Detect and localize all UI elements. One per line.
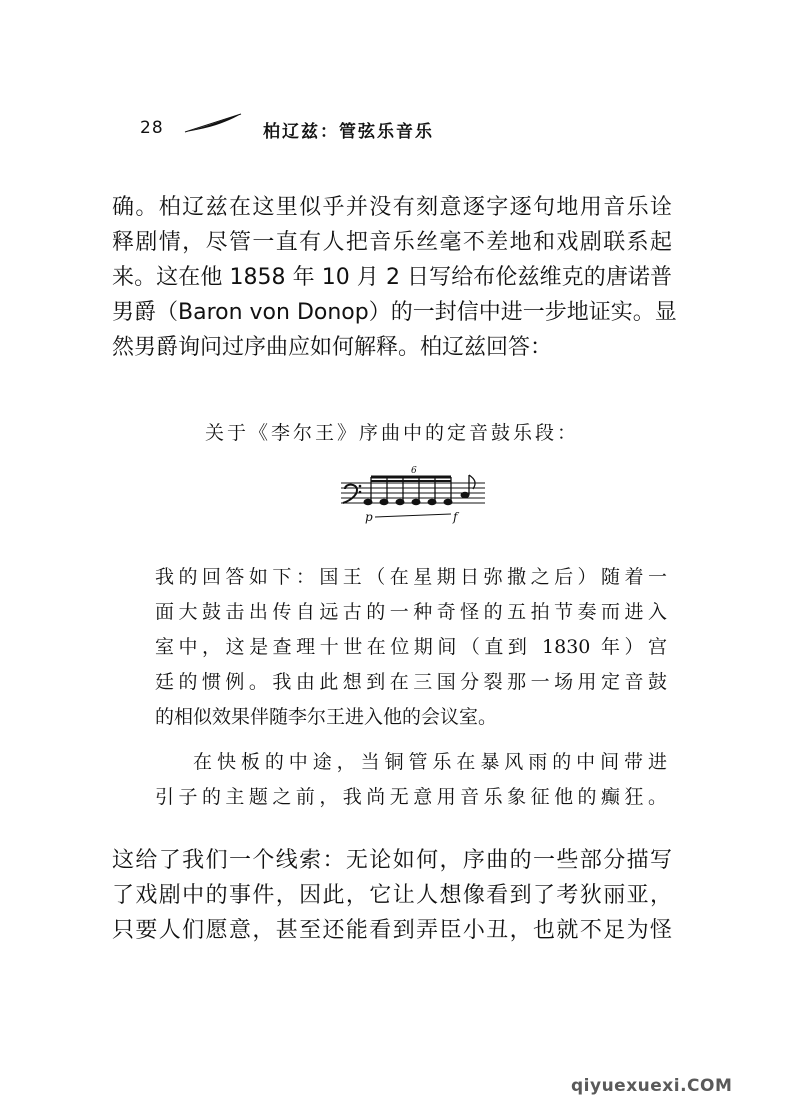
text-line: 然男爵询问过序曲应如何解释。柏辽兹回答： — [112, 335, 553, 360]
timpani-score-excerpt — [339, 465, 489, 525]
text-line: 在快板的中途，当铜管乐在暴风雨的中间带进 — [193, 751, 667, 773]
block-quote-1 — [155, 560, 667, 735]
bass-clef-icon — [343, 485, 361, 503]
text-line: 室中，这是查理十世在位期间（直到 1830 年）宫 — [155, 636, 667, 658]
text-line: 引子的主题之前，我尚无意用音乐象征他的癫狂。 — [155, 786, 667, 808]
tuplet-number: 6 — [411, 466, 417, 476]
text-line: 男爵（Baron von Donop）的一封信中进一步地证实。显 — [112, 300, 677, 325]
dynamic-forte: f — [453, 510, 458, 524]
text-line: 确。柏辽兹在这里似乎并没有刻意逐字逐句地用音乐诠 — [112, 195, 672, 220]
text-line: 这给了我们一个线索：无论如何，序曲的一些部分描写 — [112, 848, 672, 873]
block-quote-2 — [155, 745, 667, 815]
dynamic-piano: p — [365, 510, 373, 524]
quote-intro: 关于《李尔王》序曲中的定音鼓乐段： — [205, 422, 580, 444]
text-line: 我的回答如下：国王（在星期日弥撒之后）随着一 — [155, 566, 667, 588]
text-line: 释剧情，尽管一直有人把音乐丝毫不差地和戏剧联系起 — [112, 230, 672, 255]
text-line: 只要人们愿意，甚至还能看到弄臣小丑，也就不足为怪 — [112, 918, 672, 943]
body-paragraph-2 — [112, 843, 672, 948]
body-paragraph-1 — [112, 190, 677, 365]
beamed-notes — [364, 475, 475, 505]
text-line: 来。这在他 1858 年 10 月 2 日写给布伦兹维克的唐诺普 — [112, 265, 672, 290]
crescendo-line — [375, 514, 451, 517]
text-line: 的相似效果伴随李尔王进入他的会议室。 — [155, 706, 498, 728]
site-watermark: qiyuexuexi.COM — [571, 1076, 733, 1096]
text-line: 面大鼓击出传自远古的一种奇怪的五拍节奏而进入 — [155, 601, 667, 623]
running-head: 柏辽兹：管弦乐音乐 — [263, 122, 434, 142]
page-number: 28 — [140, 118, 164, 138]
text-line: 了戏剧中的事件，因此，它让人想像看到了考狄丽亚， — [112, 883, 672, 908]
text-line: 廷的惯例。我由此想到在三国分裂那一场用定音鼓 — [155, 671, 667, 693]
feather-ornament-icon — [183, 112, 243, 134]
